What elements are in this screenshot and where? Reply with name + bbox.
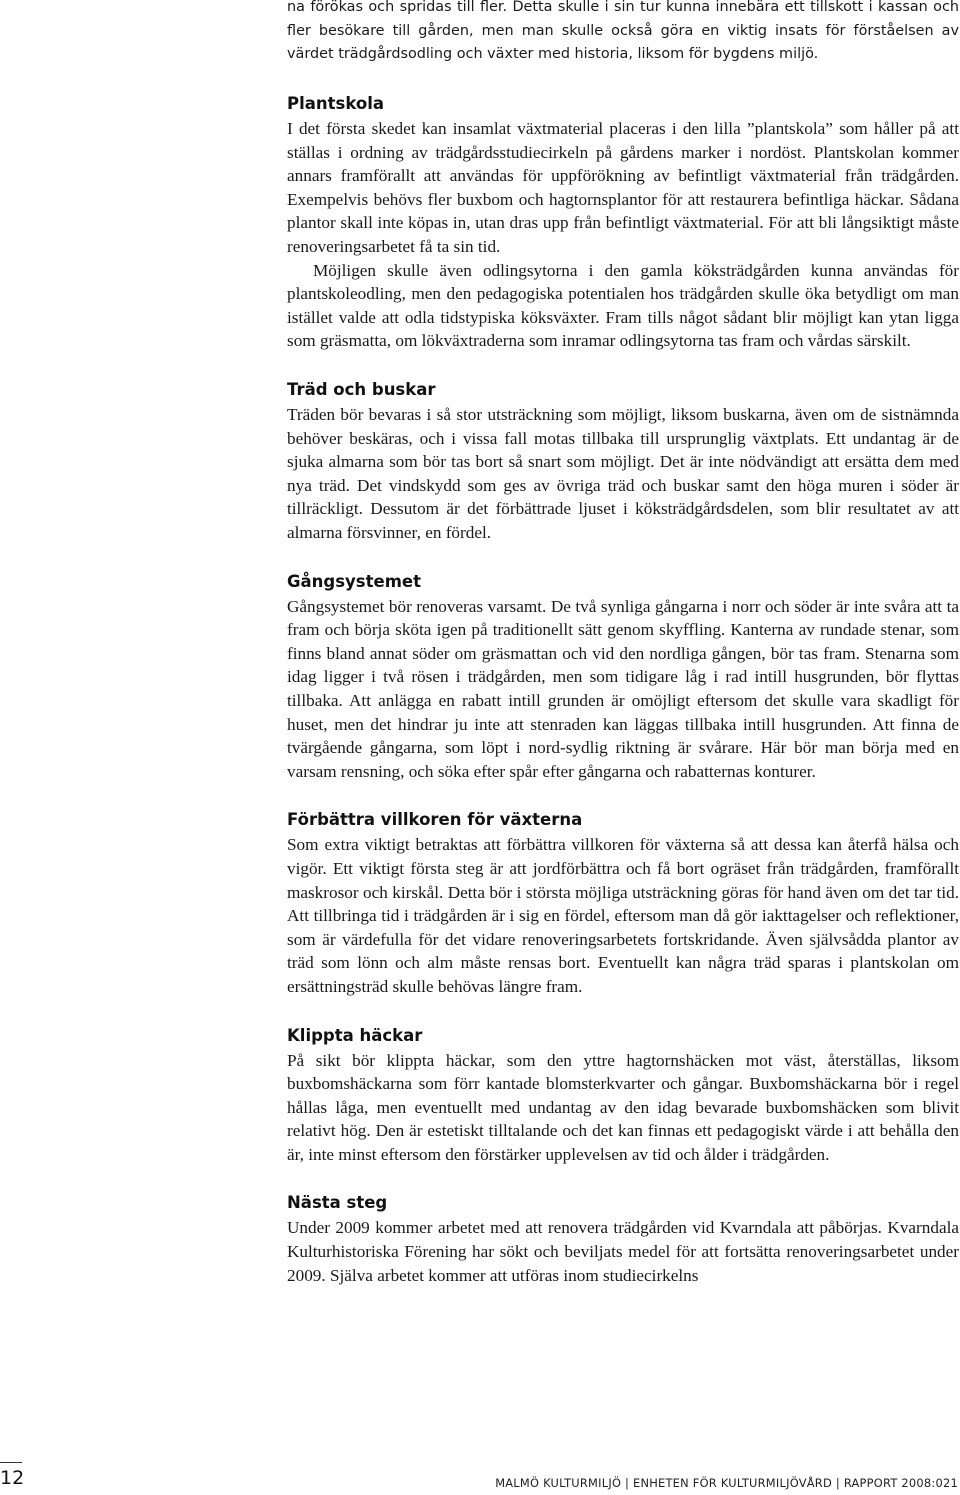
body-paragraph: Under 2009 kommer arbetet med att renovera trädgården vid Kvarndala att påbörjas. Kvarndala Kulturhistoriska Förening har sökt och beviljats medel för att fortsätta renoveringsarbetet under 2009. Själva arbetet kommer att utföras inom studiecirkelns: [287, 1218, 959, 1285]
section-heading: Klippta häckar: [287, 1025, 423, 1045]
document-page: [287, 0, 959, 1287]
section-nasta-steg: [287, 1192, 959, 1287]
body-paragraph: Gångsystemet bör renoveras varsamt. De två synliga gångarna i norr och söder är inte svåra att ta fram och börja sköta igen på traditionellt sätt genom skyffling. Kanterna av rundade stenar, som finns bland annat söder om gräsmattan och vid den nordliga gången, bör tas fram. Stenarna som idag ligger i två rösen i trädgården, men som tidigare låg i rad intill husgrunden, bör flyttas tillbaka. Att anlägga en rabatt intill grunden är omöjligt eftersom det skulle vara skadligt för huset, men det hindrar ju inte att stenraden kan läggas tillbaka intill husgrunden. Att finna de tvärgående gångarna, som löpt i nord-sydlig riktning är svårare. Här bör man börja med en varsam rensning, och söka efter spår efter gångarna och rabatternas konturer.: [287, 596, 959, 781]
body-paragraph: Träden bör bevaras i så stor utsträckning som möjligt, liksom buskarna, även om de sistnämnda behöver beskäras, och i vissa fall motas tillbaka till ursprunglig växtplats. Ett undantag är de sjuka almarna som bör tas bort så snart som möjligt. Det är inte nödvändigt att ersätta dem med nya träd. Det vindskydd som ges av övriga träd och buskar samt den höga muren i söder är tillräckligt. Dessutom är det förbättrade ljuset i köksträdgårdsdelen, som blir resultatet av att almarna försvinner, en fördel.: [287, 405, 959, 543]
body-paragraph: Möjligen skulle även odlingsytorna i den gamla köksträdgården kunna användas för plantskoleodling, men den pedagogiska potentialen hos trädgården skulle öka betydligt om man istället valde att odla tidstypiska köksväxter. Fram tills något sådant blir möjligt kan ytan ligga som gräsmatta, om lökväxtraderna som inramar odlingsytorna tas fram och vårdas särskilt.: [287, 260, 959, 351]
section-forbattra-villkoren: [287, 809, 959, 998]
section-klippta-hackar: [287, 1025, 959, 1167]
section-plantskola: [287, 93, 959, 353]
running-footer: MALMÖ KULTURMILJÖ | ENHETEN FÖR KULTURMILJÖVÅRD | RAPPORT 2008:021: [495, 1476, 958, 1490]
section-heading: Gångsystemet: [287, 571, 421, 591]
intro-paragraph: na förökas och spridas till fler. Detta skulle i sin tur kunna innebära ett tillskott i kassan och fler besökare till gården, men man skulle också göra en viktig insats för förståelsen av värdet trädgårdsodling och växter med historia, liksom för bygdens miljö.: [287, 0, 959, 63]
section-gangsystemet: [287, 571, 959, 784]
section-heading: Träd och buskar: [287, 380, 436, 400]
page-number: 12: [0, 1467, 25, 1489]
section-heading: Plantskola: [287, 94, 384, 114]
body-paragraph: I det första skedet kan insamlat växtmaterial placeras i den lilla ”plantskola” som håller på att ställas i ordning av trädgårdsstudiecirkeln på gårdens marker i nordöst. Plantskolan kommer annars framförallt att användas för uppförökning av befintligt växtmaterial från trädgården. Exempelvis behövs fler buxbom och hagtornsplantor för att restaurera befintliga häckar. Sådana plantor skall inte köpas in, utan dras upp från befintligt växtmaterial. För att bli långsiktigt måste renoveringsarbetet få ta sin tid.: [287, 119, 959, 257]
footer-rule: [0, 1462, 22, 1463]
body-paragraph: På sikt bör klippta häckar, som den yttre hagtornshäcken mot väst, återställas, liksom buxbomshäckarna som förr kantade blomsterkvarter och gångar. Buxbomshäckarna bör i regel hållas låga, men eventuellt med undantag av den idag bevarade buxbomshäcken som blivit relativt hög. Den är estetiskt tilltalande och det kan finnas ett pedagogiskt värde i att behålla den är, inte minst eftersom den förstärker upplevelsen av tid och ålder i trädgården.: [287, 1050, 959, 1164]
section-heading: Förbättra villkoren för växterna: [287, 810, 583, 830]
section-trad-och-buskar: [287, 379, 959, 545]
section-heading: Nästa steg: [287, 1193, 388, 1213]
body-paragraph: Som extra viktigt betraktas att förbättra villkoren för växterna så att dessa kan återfå hälsa och vigör. Ett viktigt första steg är att jordförbättra och få bort ogräset från trädgården, framförallt maskrosor och kirskål. Detta bör i största möjliga utsträckning göras för hand även om det tar tid. Att tillbringa tid i trädgården är i sig en fördel, eftersom man då gör iakttagelser och reflektioner, som är värdefulla för det vidare renoveringsarbetets fortskridande. Även självsådda plantor av träd som lönn och alm måste rensas bort. Eventuellt kan några träd sparas i plantskolan om ersättningsträd skulle behövas längre fram.: [287, 835, 959, 996]
